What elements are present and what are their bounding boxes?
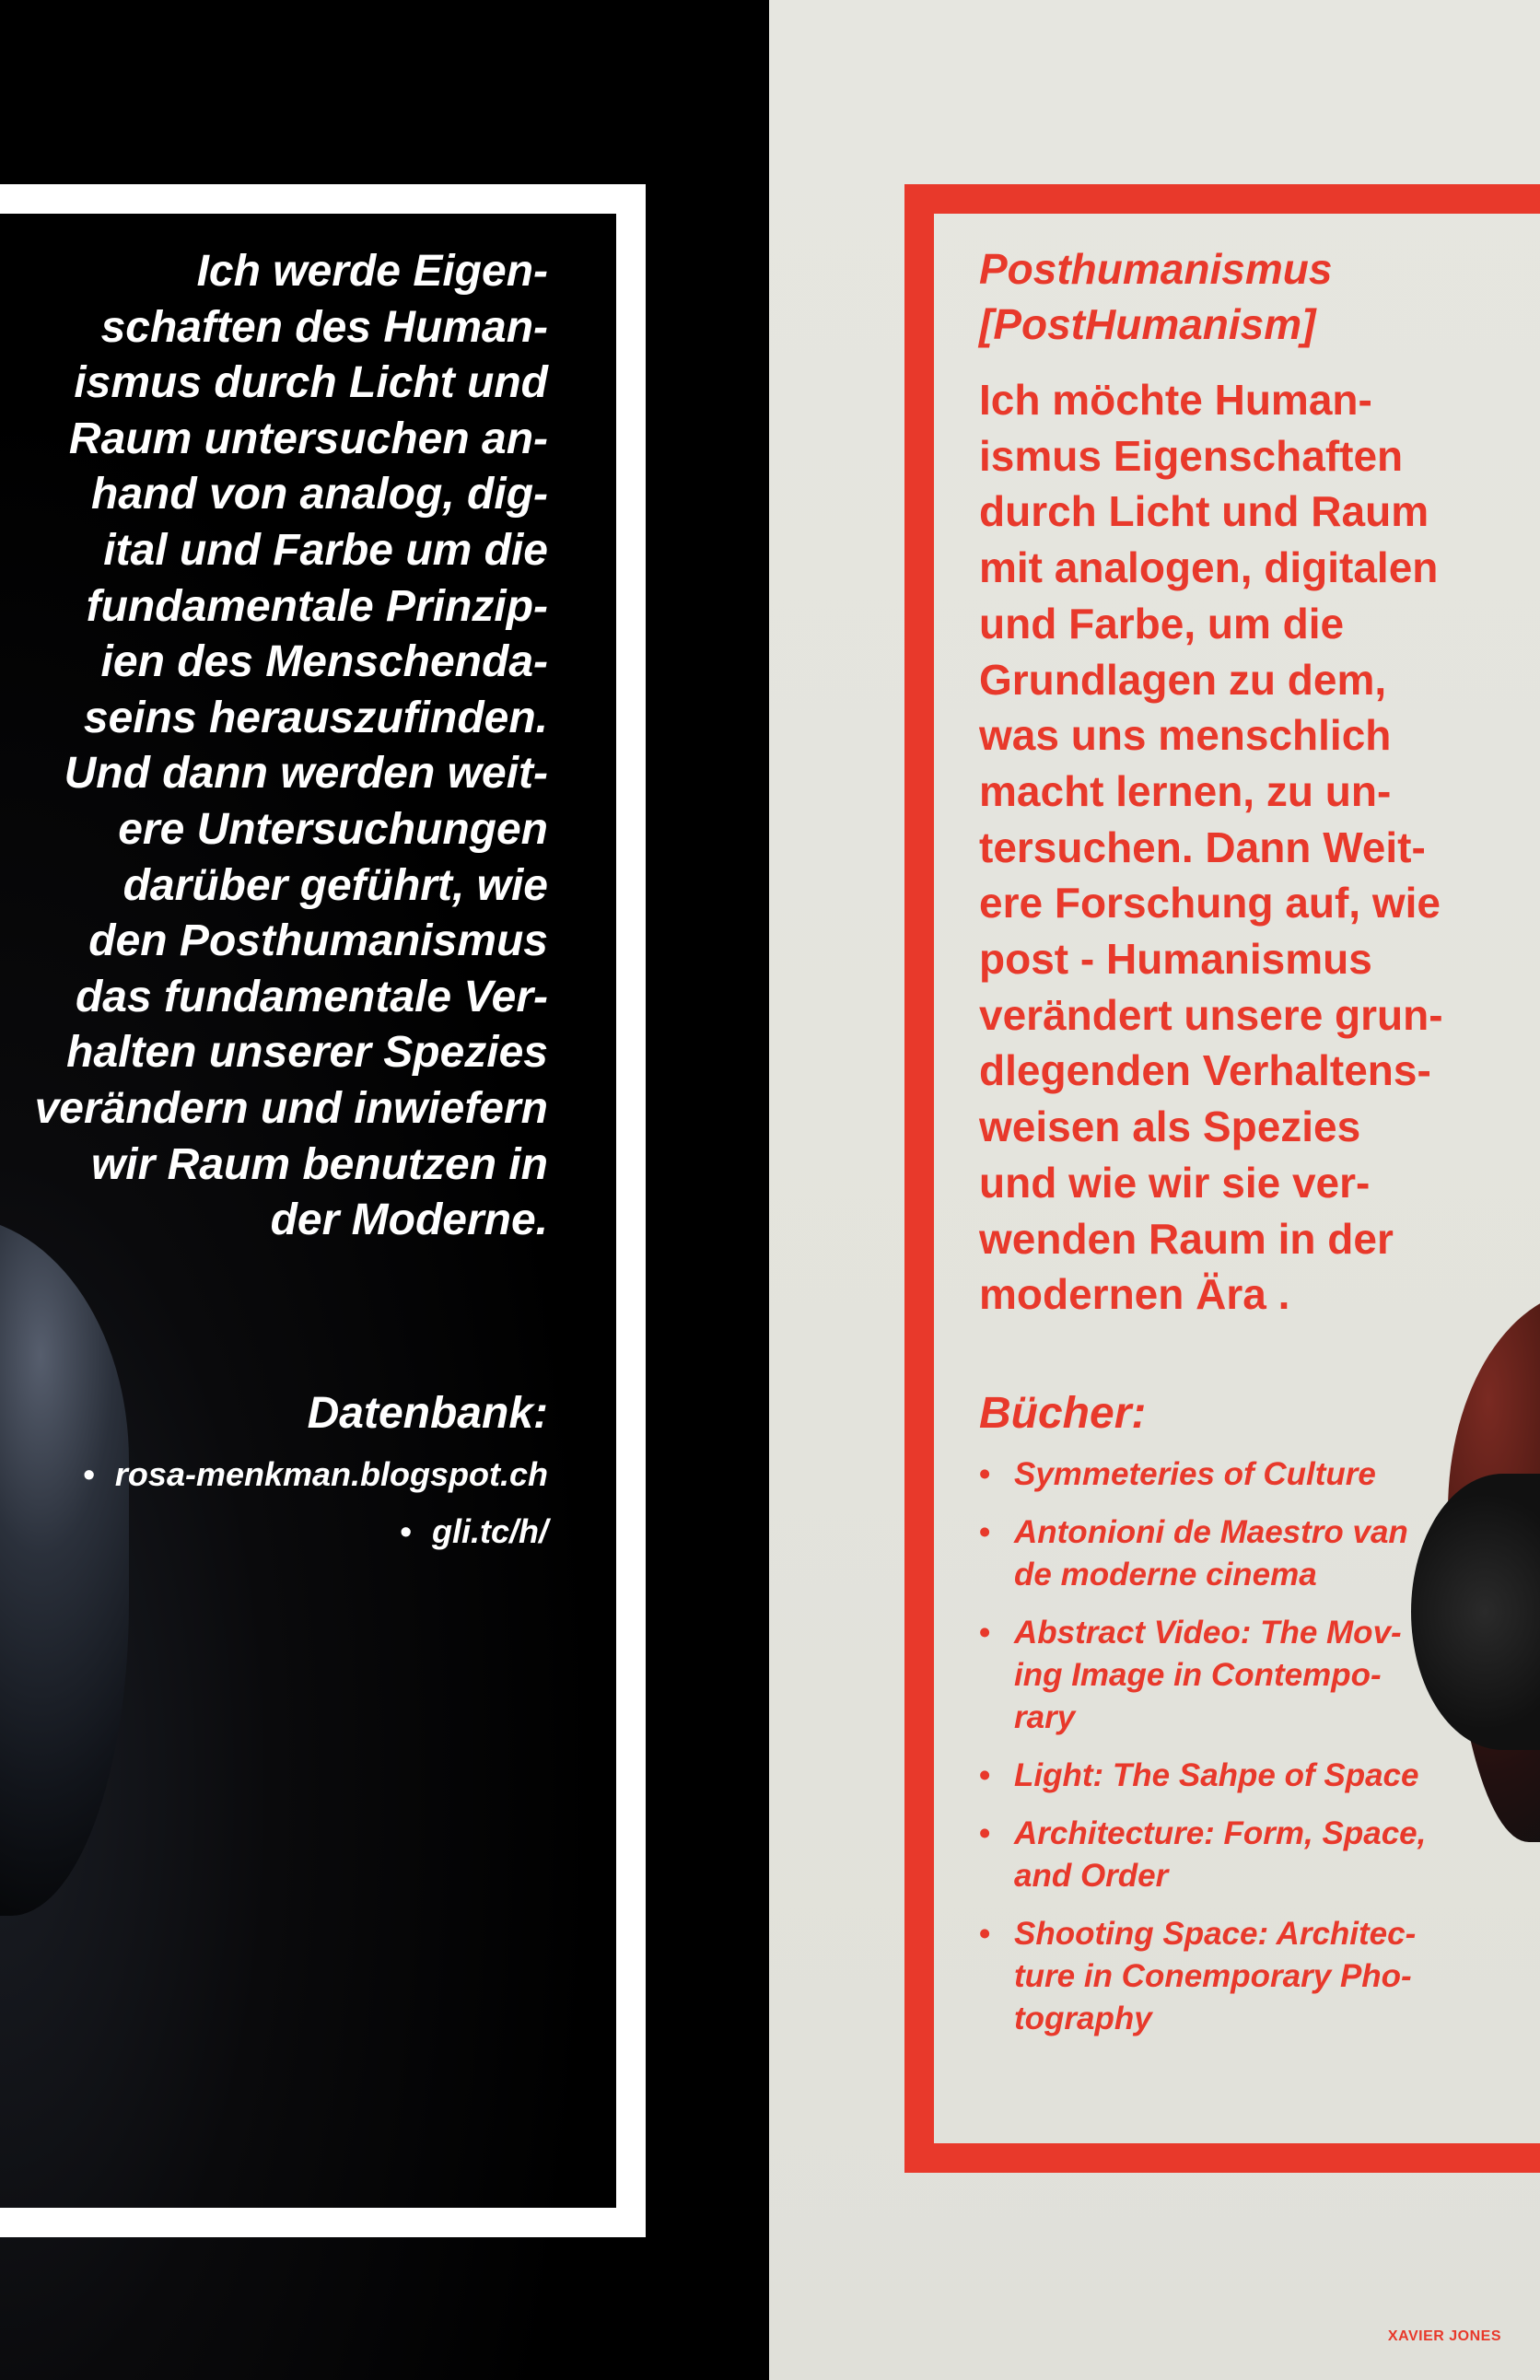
book-line: • Symmeteries of Culture xyxy=(1014,1456,1376,1492)
left-body-line: schaften des Human- xyxy=(100,302,548,352)
left-body-line: halten unserer Spezies xyxy=(66,1028,548,1078)
right-body-line: und Farbe, um die xyxy=(979,599,1345,648)
right-body-line: verändert unsere grun- xyxy=(979,990,1443,1039)
left-body-line: der Moderne. xyxy=(270,1196,548,1245)
right-body-line: Grundlagen zu dem, xyxy=(979,655,1387,704)
left-body-line: Ich werde Eigen- xyxy=(196,247,548,296)
left-body-line: verändern und inwiefern xyxy=(34,1083,548,1133)
book-item xyxy=(979,1755,1495,1797)
right-title-line: Posthumanismus xyxy=(979,245,1333,293)
book-line: and Order xyxy=(1014,1858,1169,1894)
left-body-text xyxy=(0,244,548,1249)
right-body-line: tersuchen. Dann Weit- xyxy=(979,822,1426,871)
book-item xyxy=(979,1813,1495,1897)
database-link-text[interactable]: gli.tc/h/ xyxy=(432,1512,548,1550)
right-body-line: durch Licht und Raum xyxy=(979,487,1429,536)
book-item xyxy=(979,1612,1495,1739)
book-line: • Architecture: Form, Space, xyxy=(1014,1815,1427,1851)
left-body-line: wir Raum benutzen in xyxy=(90,1139,548,1189)
author-name: XAVIER JONES xyxy=(1387,2328,1501,2344)
right-body-text xyxy=(979,372,1532,1323)
book-line: • Antonioni de Maestro van xyxy=(1014,1514,1408,1550)
book-line: rary xyxy=(1014,1699,1076,1735)
right-body-line: Ich möchte Human- xyxy=(979,376,1372,424)
left-body-line: ismus durch Licht und xyxy=(74,358,548,408)
book-line: ture in Conemporary Pho- xyxy=(1014,1958,1412,1994)
book-line: • Light: The Sahpe of Space xyxy=(1014,1757,1419,1793)
left-body-line: ien des Menschenda- xyxy=(100,637,548,687)
right-body-line: weisen als Spezies xyxy=(979,1102,1361,1151)
books-list xyxy=(979,1453,1495,2056)
database-link[interactable] xyxy=(0,1446,548,1503)
right-body-line: wenden Raum in der xyxy=(979,1214,1394,1263)
book-item xyxy=(979,1511,1495,1596)
book-line: tography xyxy=(1014,2001,1152,2036)
right-body-line: post - Humanismus xyxy=(979,935,1372,984)
left-body-line: ere Untersuchungen xyxy=(118,804,548,854)
right-body-line: dlegenden Verhaltens- xyxy=(979,1046,1431,1095)
left-body-line: Und dann werden weit- xyxy=(64,749,548,799)
left-body-line: Raum untersuchen an- xyxy=(68,414,548,463)
right-body-line: und wie wir sie ver- xyxy=(979,1158,1371,1207)
right-body-line: was uns menschlich xyxy=(979,711,1392,760)
left-body-line: ital und Farbe um die xyxy=(103,525,548,575)
database-heading: Datenbank: xyxy=(307,1389,548,1438)
book-line: de moderne cinema xyxy=(1014,1557,1317,1592)
right-body-line: macht lernen, zu un- xyxy=(979,766,1392,815)
left-body-line: hand von analog, dig- xyxy=(91,470,548,519)
right-body-line: ismus Eigenschaften xyxy=(979,431,1404,480)
book-item xyxy=(979,1913,1495,2040)
book-line: ing Image in Contempo- xyxy=(1014,1657,1382,1693)
right-title-line: [PostHumanism] xyxy=(979,300,1316,348)
book-line: • Abstract Video: The Mov- xyxy=(1014,1615,1402,1651)
left-body-line: fundamentale Prinzip- xyxy=(86,581,548,631)
database-links xyxy=(0,1446,548,1560)
left-body-line: das fundamentale Ver- xyxy=(75,972,548,1021)
book-line: • Shooting Space: Architec- xyxy=(1014,1916,1417,1952)
right-title xyxy=(979,241,1513,352)
right-body-line: mit analogen, digitalen xyxy=(979,543,1439,592)
left-body-line: seins herauszufinden. xyxy=(83,693,548,742)
right-body-line: ere Forschung auf, wie xyxy=(979,879,1441,928)
database-link[interactable] xyxy=(0,1503,548,1560)
database-link-text[interactable]: rosa-menkman.blogspot.ch xyxy=(114,1455,548,1493)
books-heading: Bücher: xyxy=(979,1389,1147,1438)
left-body-line: den Posthumanismus xyxy=(88,916,548,966)
book-item xyxy=(979,1453,1495,1496)
left-body-line: darüber geführt, wie xyxy=(122,860,548,910)
right-body-line: modernen Ära . xyxy=(979,1270,1290,1319)
